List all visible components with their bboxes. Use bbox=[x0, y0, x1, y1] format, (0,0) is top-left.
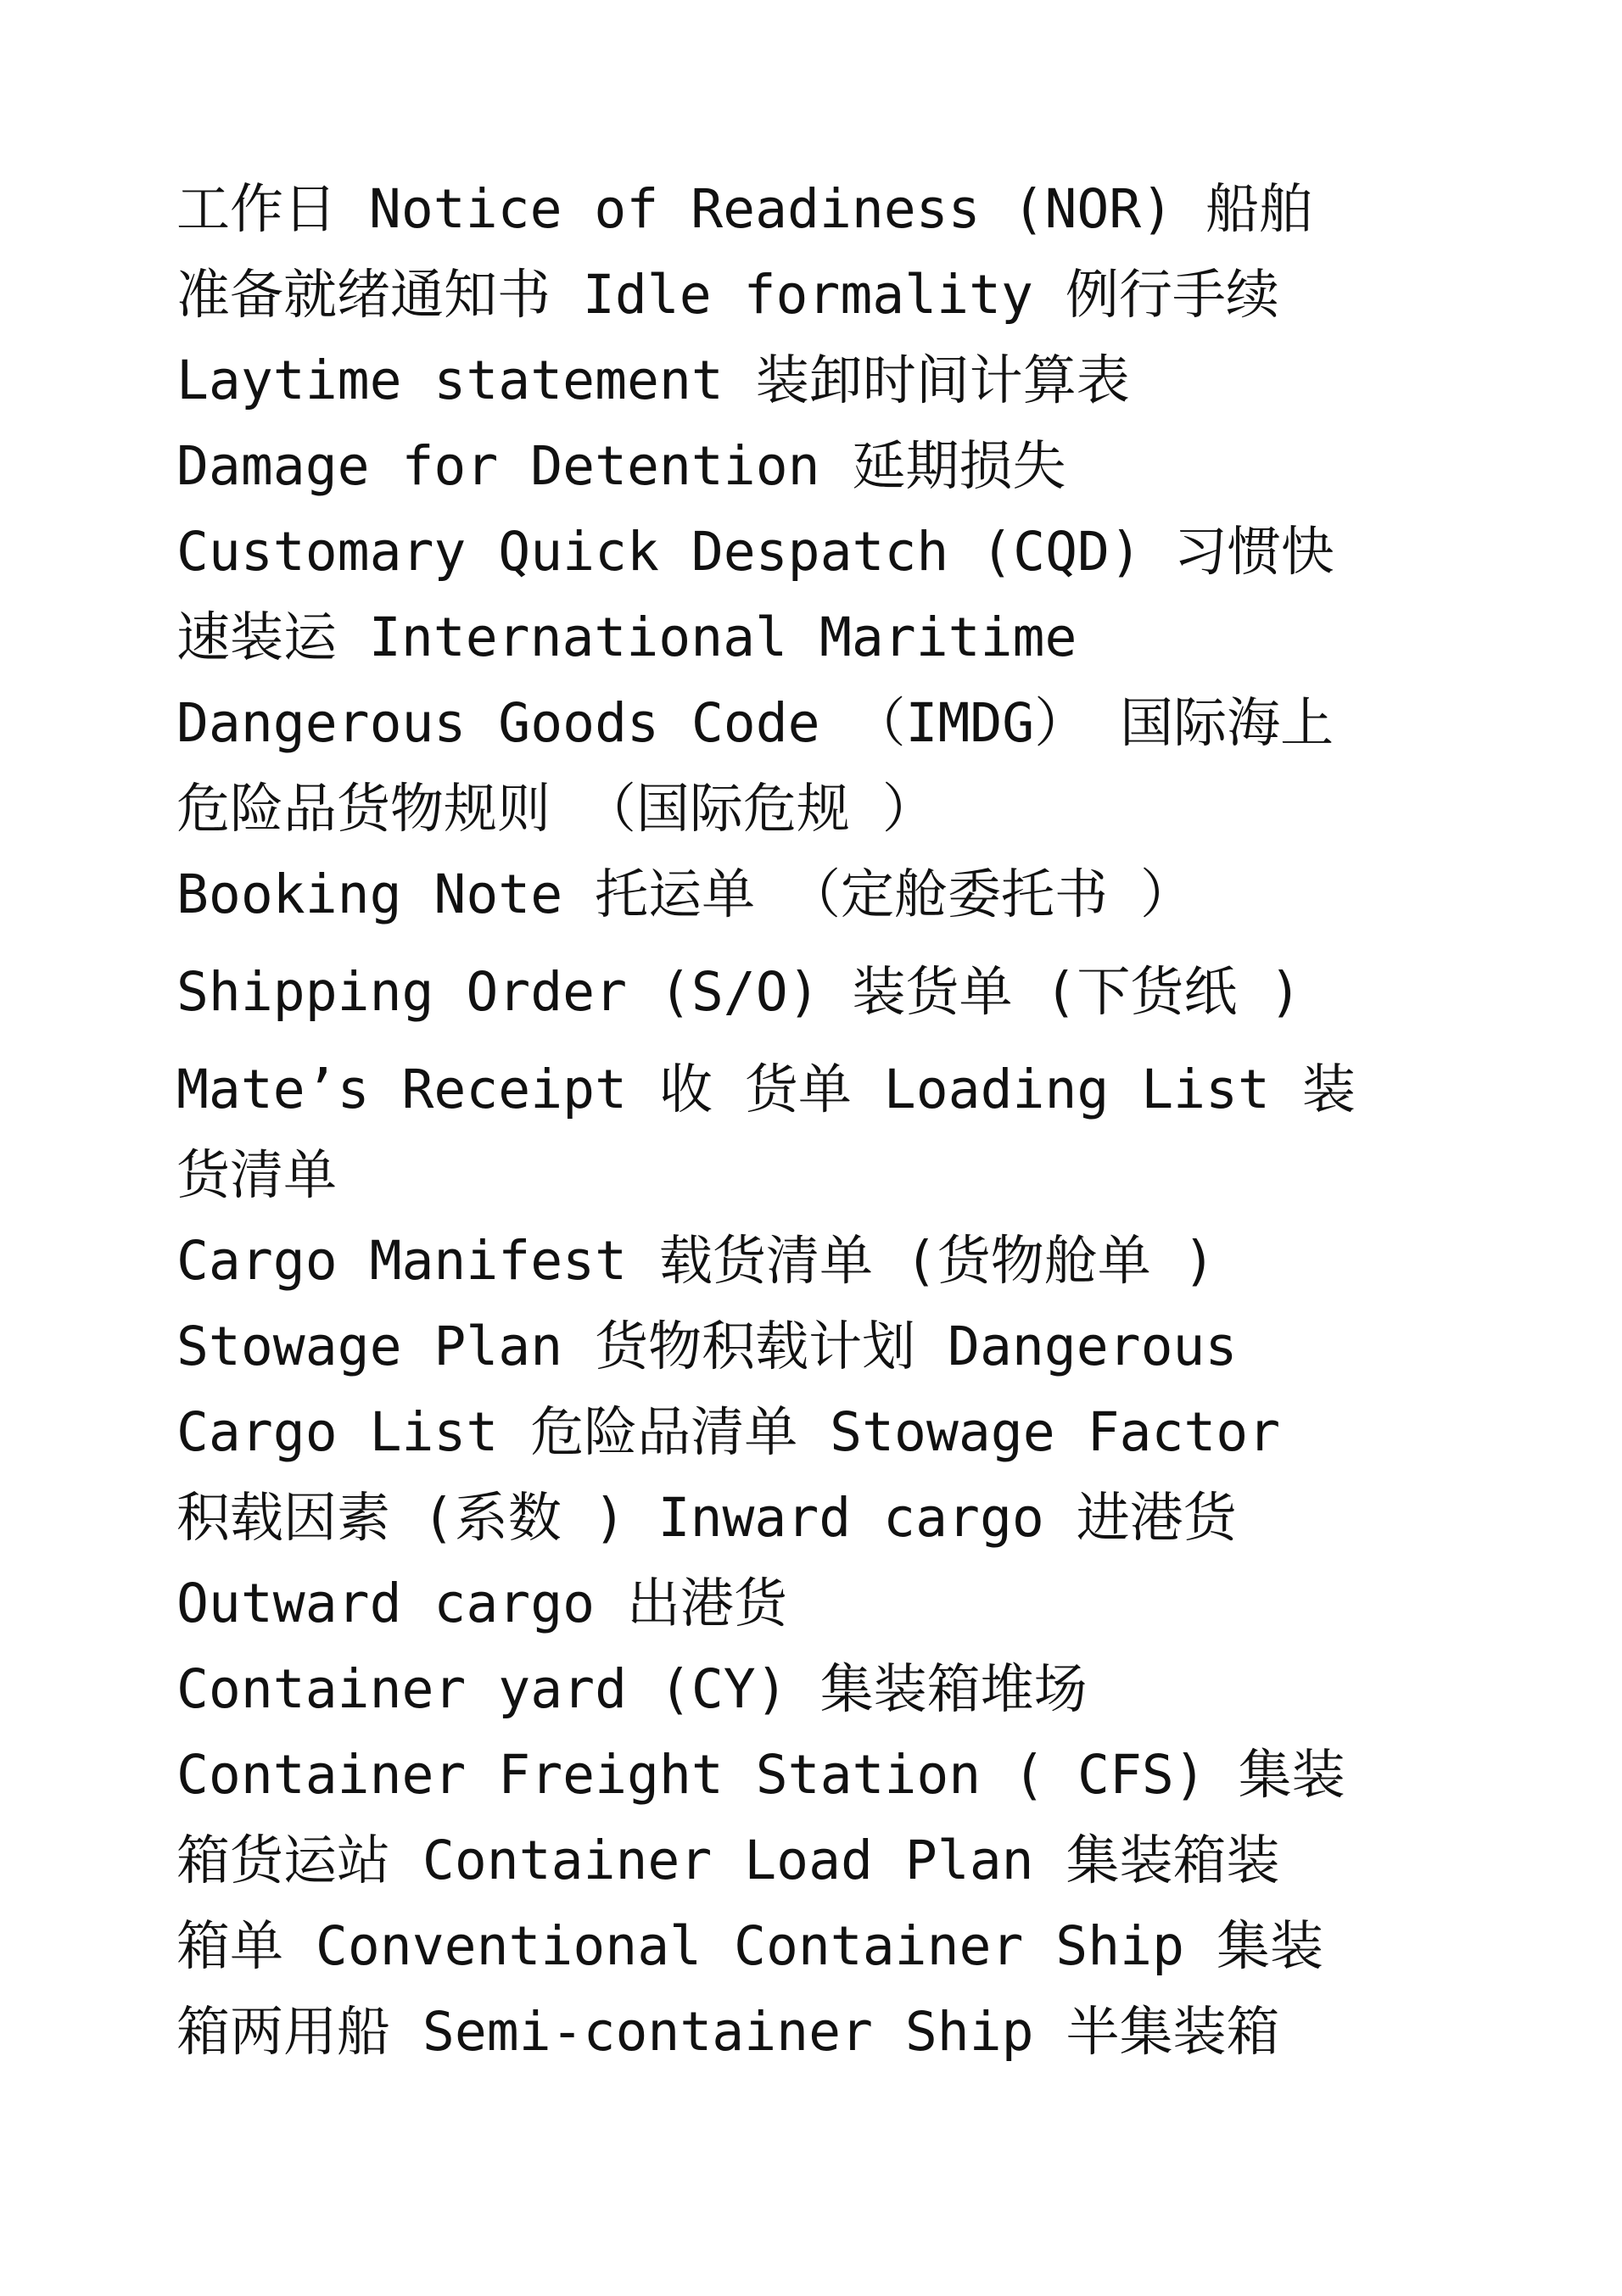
text-line: Customary Quick Despatch (CQD) 习惯快 bbox=[176, 521, 1334, 583]
text-line: 积载因素 (系数 ) Inward cargo 进港货 bbox=[176, 1487, 1237, 1549]
text-line: 箱货运站 Container Load Plan 集装箱装 bbox=[176, 1830, 1280, 1891]
text-line: Cargo Manifest 载货清单 (货物舱单 ) bbox=[176, 1230, 1216, 1292]
text-line: Mate’s Receipt 收 货单 Loading List 装 bbox=[176, 1059, 1356, 1120]
text-line: Stowage Plan 货物积载计划 Dangerous bbox=[176, 1316, 1238, 1377]
text-line: 箱单 Conventional Container Ship 集装 bbox=[176, 1915, 1323, 1977]
text-line: Damage for Detention 延期损失 bbox=[176, 435, 1066, 497]
text-line: Outward cargo 出港货 bbox=[176, 1573, 788, 1634]
text-line: Laytime statement 装卸时间计算表 bbox=[176, 349, 1130, 411]
text-line: 箱两用船 Semi-container Ship 半集装箱 bbox=[176, 2001, 1280, 2063]
text-line: Container yard (CY) 集装箱堆场 bbox=[176, 1658, 1088, 1720]
text-line: 准备就绪通知书 Idle formality 例行手续 bbox=[176, 264, 1279, 326]
text-line: 货清单 bbox=[176, 1144, 337, 1206]
text-line: Container Freight Station ( CFS) 集装 bbox=[176, 1744, 1345, 1806]
text-line: 工作日 Notice of Readiness (NOR) 船舶 bbox=[176, 178, 1313, 240]
text-line: Shipping Order (S/O) 装货单 (下货纸 ) bbox=[176, 961, 1302, 1023]
text-line: Cargo List 危险品清单 Stowage Factor bbox=[176, 1401, 1281, 1463]
text-line: 速装运 International Maritime bbox=[176, 606, 1077, 668]
glossary-text bbox=[176, 166, 1466, 2075]
text-line: 危险品货物规则 （国际危规 ） bbox=[176, 778, 936, 840]
text-line: Dangerous Goods Code （IMDG） 国际海上 bbox=[176, 692, 1334, 754]
text-line: Booking Note 托运单 （定舱委托书 ） bbox=[176, 863, 1194, 925]
